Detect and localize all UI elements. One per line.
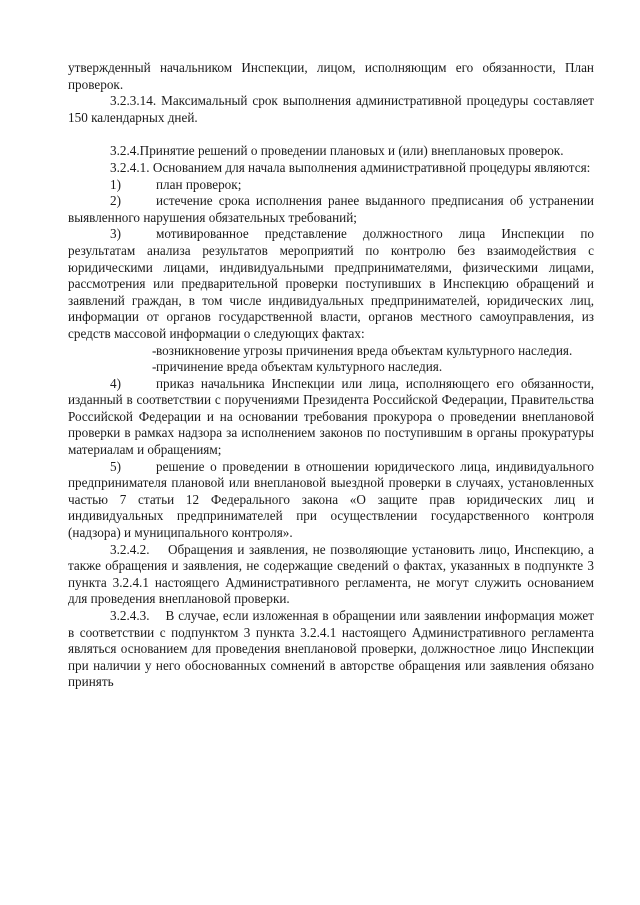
list-item-text: решение о проведении в отношении юридического лица, индивидуального предпринимателя плановой или внеплановой выездной проверки в случаях, установленных частью 7 статьи 12 Федерального закона «О защите прав юридических лиц и индивидуальных предпринимателей при осуществлении государственного контроля (надзора) и муниципального контроля». <box>68 458 594 541</box>
section-heading-3-2-4: 3.2.4.Принятие решений о проведении плановых и (или) внеплановых проверок. <box>110 143 564 159</box>
list-item-text: мотивированное представление должностного лица Инспекции по результатам анализа результатов мероприятий по контролю без взаимодействия с юридическими лицами, индивидуальными предпринимателями, физическими лицами, рассмотрения или предварительной проверки поступивших в Инспекцию обращений и заявлений граждан, в том числе индивидуальных предпринимателей, юридических лиц, информации от органов государственной власти, органов местного самоуправления, из средств массовой информации о следующих фактах: <box>68 226 594 341</box>
list-item-number: 5) <box>110 458 121 474</box>
list-item-number: 4) <box>110 375 121 391</box>
spacer <box>68 126 594 143</box>
list-dash: - <box>152 359 157 375</box>
document-page <box>68 60 594 691</box>
list-item-text: план проверок; <box>156 176 242 192</box>
dash-list-item <box>68 343 594 360</box>
list-item <box>68 459 594 542</box>
list-item-number: 1) <box>110 176 121 192</box>
list-item-number: 2) <box>110 193 121 209</box>
dash-item-text: возникновение угрозы причинения вреда объектам культурного наследия. <box>156 342 573 358</box>
list-item-text: приказ начальника Инспекции или лица, исполняющего его обязанности, изданный в соответствии с поручениями Президента Российской Федерации, Правительства Российской Федерации и на основании требования прокурора о проведении внеплановой проверки в рамках надзора за исполнением законов по поступившим в органы прокуратуры материалам и обращениям; <box>68 375 594 458</box>
list-item <box>68 376 594 459</box>
list-item-text: истечение срока исполнения ранее выданного предписания об устранении выявленного нарушения обязательных требований; <box>68 193 594 225</box>
paragraph-3-2-4-2: 3.2.4.2. Обращения и заявления, не позволяющие установить лицо, Инспекцию, а также обращения и заявления, не содержащие сведений о фактах, указанных в подпункте 3 пункта 3.2.4.1 настоящего Административного регламента, не могут служить основанием для проведения внеплановой проверки. <box>68 541 594 607</box>
list-item-number: 3) <box>110 226 121 242</box>
dash-item-text: причинение вреда объектам культурного наследия. <box>156 359 443 375</box>
paragraph-plan-continuation: утвержденный начальником Инспекции, лицом, исполняющим его обязанности, План проверок. <box>68 60 594 92</box>
list-item <box>68 177 594 194</box>
paragraph-3-2-4-3: 3.2.4.3. В случае, если изложенная в обращении или заявлении информация может в соответствии с подпунктом 3 пункта 3.2.4.1 настоящего Административного регламента являться основанием для проведения внеплановой проверки, должностное лицо Инспекции при наличии у него обоснованных сомнений в авторстве обращения или заявления обязано принять <box>68 608 594 690</box>
list-item <box>68 193 594 226</box>
list-dash: - <box>152 342 157 358</box>
dash-list-item <box>68 359 594 376</box>
list-item <box>68 226 594 342</box>
paragraph-3-2-3-14: 3.2.3.14. Максимальный срок выполнения административной процедуры составляет 150 календарных дней. <box>68 93 594 125</box>
paragraph-3-2-4-1: 3.2.4.1. Основанием для начала выполнения административной процедуры являются: <box>110 159 591 175</box>
